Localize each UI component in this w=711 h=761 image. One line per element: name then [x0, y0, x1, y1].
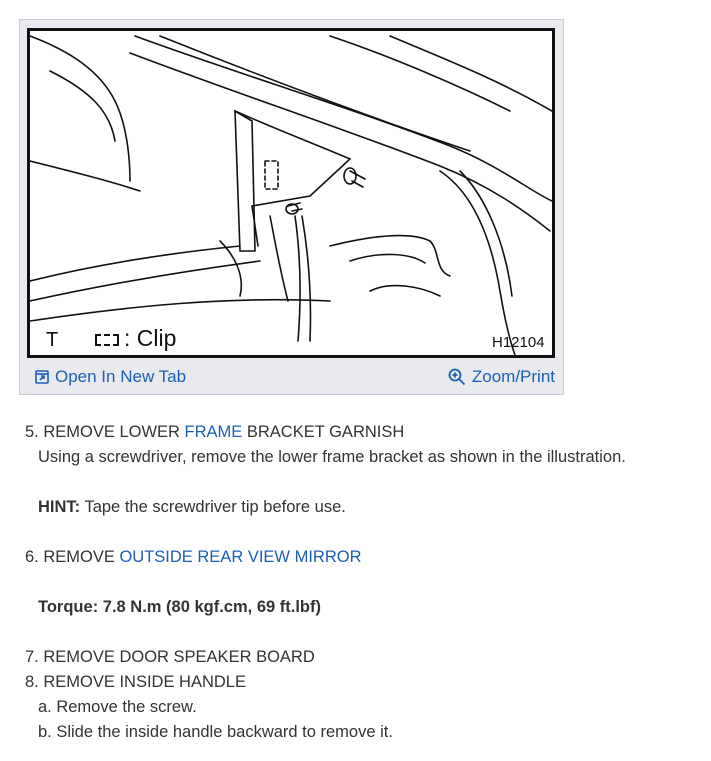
frame-link[interactable]: FRAME [184, 423, 243, 441]
zoom-magnifier-icon [448, 368, 466, 386]
step-7-heading [25, 645, 695, 670]
step-5-detail: Using a screwdriver, remove the lower frame bracket as shown in the illustration. [38, 448, 626, 466]
outside-rear-view-mirror-link[interactable]: OUTSIDE REAR VIEW MIRROR [119, 548, 362, 566]
hint-label: HINT: [38, 498, 81, 516]
step-5-hint [25, 495, 695, 520]
step-text: REMOVE [43, 548, 120, 566]
step-6-heading [25, 545, 695, 570]
figure-toolbar [20, 361, 563, 395]
clip-legend-icon [95, 334, 119, 346]
step-text: REMOVE INSIDE HANDLE [43, 673, 246, 691]
figure-code: H12104 [492, 334, 545, 351]
procedure-text [25, 420, 695, 745]
door-frame-illustration [30, 31, 552, 355]
open-new-tab-icon [35, 370, 49, 384]
open-in-new-tab-link[interactable] [35, 367, 186, 387]
step-8a: a. Remove the screw. [38, 698, 197, 716]
step-6-torque: Torque: 7.8 N.m (80 kgf.cm, 69 ft.lbf) [38, 598, 321, 616]
step-number: 6. [25, 548, 39, 566]
figure-label-t: T [46, 329, 59, 351]
open-in-new-tab-label: Open In New Tab [55, 367, 187, 386]
step-number: 8. [25, 673, 39, 691]
step-text: REMOVE LOWER [43, 423, 185, 441]
step-text-after: BRACKET GARNISH [242, 423, 405, 441]
step-number: 7. [25, 648, 39, 666]
step-5-heading [25, 420, 695, 445]
illustration-frame [27, 28, 555, 358]
hint-text: Tape the screwdriver tip before use. [80, 498, 346, 516]
step-8b: b. Slide the inside handle backward to remove it. [38, 723, 393, 741]
zoom-print-link[interactable] [448, 367, 555, 387]
zoom-print-label: Zoom/Print [471, 367, 555, 386]
step-text: REMOVE DOOR SPEAKER BOARD [43, 648, 315, 666]
step-number: 5. [25, 423, 39, 441]
clip-legend-label: : Clip [124, 325, 177, 351]
step-8-heading [25, 670, 695, 695]
figure-card [19, 19, 564, 395]
